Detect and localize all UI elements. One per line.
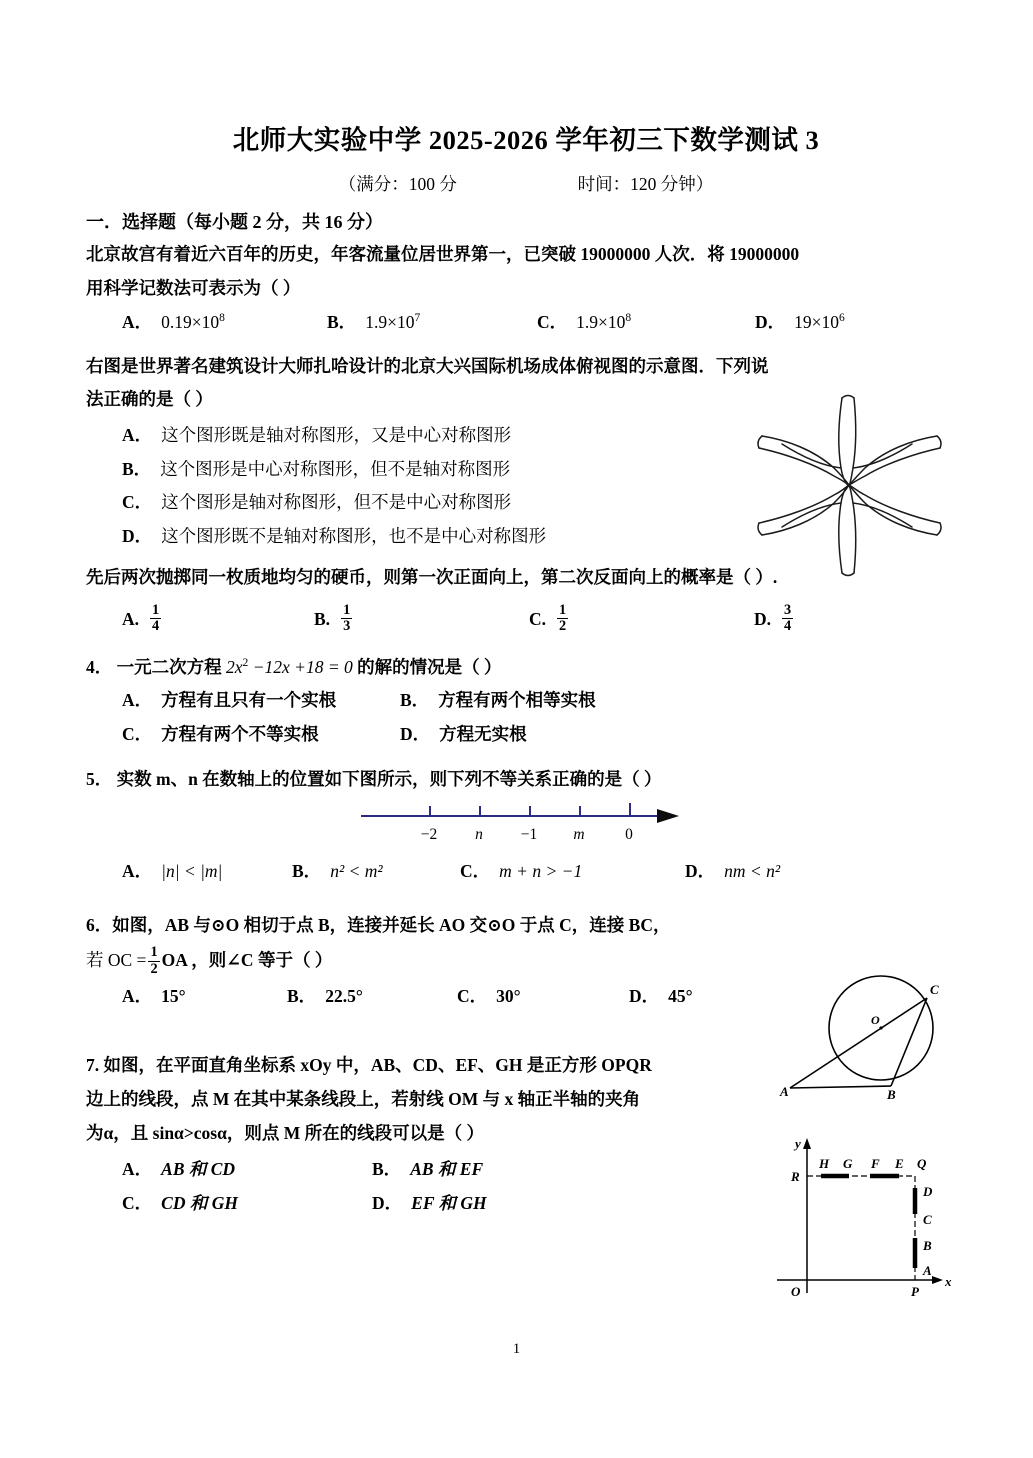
label-H: H bbox=[819, 1156, 830, 1171]
option-label: B． bbox=[372, 1159, 402, 1180]
option-label: C． bbox=[122, 723, 153, 744]
option-label: C． bbox=[457, 985, 488, 1006]
option-text: 这个图形既是轴对称图形，又是中心对称图形 bbox=[161, 424, 512, 445]
option-1-D[interactable] bbox=[755, 306, 845, 340]
figure-square-opqr bbox=[775, 1128, 970, 1323]
segment-BC bbox=[891, 998, 927, 1086]
question-7-stem-line3: 为α，且 sinα>cosα，则点 M 所在的线段可以是（ ） bbox=[86, 1122, 485, 1143]
tick-mark bbox=[479, 806, 481, 816]
label-C: C bbox=[930, 982, 939, 997]
question-1-options bbox=[86, 306, 966, 340]
option-text: nm < n² bbox=[724, 860, 781, 881]
option-label: C． bbox=[122, 492, 153, 513]
time-label: 时间：120 分钟） bbox=[577, 174, 714, 194]
question-1 bbox=[86, 238, 966, 340]
option-label: B． bbox=[292, 860, 322, 881]
fraction: $\frac{1}{2}$ bbox=[150, 944, 158, 977]
question-4-options-row2 bbox=[86, 718, 966, 752]
option-label: A． bbox=[122, 1159, 153, 1180]
fraction: $\frac{1}{4}$ bbox=[152, 602, 160, 635]
tick-mark bbox=[529, 806, 531, 816]
option-label: A． bbox=[122, 690, 153, 711]
label-A: A bbox=[923, 1263, 932, 1278]
circle-tangent-icon bbox=[778, 970, 958, 1100]
question-7-options-row2 bbox=[86, 1187, 751, 1221]
question-5-stem bbox=[86, 763, 966, 797]
question-6 bbox=[86, 909, 766, 1014]
point-O bbox=[879, 1026, 882, 1029]
question-5-options bbox=[86, 855, 966, 889]
label-P: P bbox=[911, 1284, 919, 1299]
option-value: $1.9\times 10^8$ bbox=[576, 312, 632, 333]
question-6-options bbox=[86, 980, 766, 1014]
option-5-C[interactable] bbox=[460, 855, 685, 889]
label-Q: Q bbox=[917, 1156, 927, 1171]
option-text: 30° bbox=[496, 985, 521, 1006]
question-2-stem-line2: 法正确的是（ ） bbox=[86, 389, 213, 410]
option-4-B[interactable] bbox=[400, 684, 596, 718]
option-text: n² < m² bbox=[330, 860, 383, 881]
section-heading: 一．选择题（每小题 2 分，共 16 分） bbox=[86, 212, 383, 232]
page-title: 北师大实验中学 2025-2026 学年初三下数学测试 3 bbox=[232, 125, 820, 155]
option-text: CD 和 GH bbox=[161, 1192, 238, 1213]
number-line-arrow-icon bbox=[657, 809, 679, 823]
option-7-A[interactable] bbox=[122, 1153, 372, 1187]
option-6-A[interactable] bbox=[122, 980, 287, 1014]
figure-circle-tangent bbox=[778, 970, 958, 1100]
label-O: O bbox=[871, 1013, 880, 1027]
question-6-stem-line2 bbox=[86, 942, 766, 980]
equation: $2x^2 -12x +18 = 0$ bbox=[226, 656, 353, 677]
option-text: AB 和 EF bbox=[410, 1159, 484, 1180]
option-label: D． bbox=[400, 723, 431, 744]
question-number: 5． bbox=[86, 769, 113, 790]
option-text: 45° bbox=[668, 985, 693, 1006]
question-4-options-row1 bbox=[86, 684, 966, 718]
stem-prefix: 一元二次方程 bbox=[116, 656, 222, 677]
tick-mark bbox=[629, 803, 631, 816]
option-label: B． bbox=[400, 690, 430, 711]
option-value: $19\times 10^6$ bbox=[794, 312, 845, 333]
question-number: 6． bbox=[86, 914, 113, 935]
tick-mark bbox=[429, 806, 431, 816]
tick-label-3: m bbox=[573, 825, 585, 843]
option-text: 方程有且只有一个实根 bbox=[161, 690, 337, 711]
question-1-stem-line2: 用科学记数法可表示为（ ） bbox=[86, 277, 301, 298]
question-3-options bbox=[86, 603, 966, 637]
option-label: B． bbox=[327, 312, 357, 333]
option-6-C[interactable] bbox=[457, 980, 629, 1014]
option-text: 这个图形是轴对称图形，但不是中心对称图形 bbox=[161, 492, 512, 513]
y-axis-arrow-icon bbox=[803, 1138, 811, 1149]
tick-mark bbox=[579, 806, 581, 816]
option-label: D. bbox=[754, 608, 772, 629]
question-6-stem-line1 bbox=[86, 909, 766, 943]
option-label: C． bbox=[122, 1192, 153, 1213]
coordinate-square-icon bbox=[775, 1128, 970, 1323]
option-3-C[interactable] bbox=[529, 603, 754, 637]
stem-suffix: OA ，则∠C 等于（ ） bbox=[161, 950, 333, 971]
option-label: D． bbox=[755, 312, 786, 333]
option-label: D． bbox=[685, 860, 716, 881]
option-label: A. bbox=[122, 608, 140, 629]
stem-text: 如图，在平面直角坐标系 xOy 中，AB、CD、EF、GH 是正方形 OPQR bbox=[103, 1055, 652, 1076]
option-text: 方程无实根 bbox=[439, 723, 527, 744]
option-7-D[interactable] bbox=[372, 1187, 487, 1221]
stem-text: 实数 m、n 在数轴上的位置如下图所示，则下列不等关系正确的是（ ） bbox=[116, 769, 662, 790]
option-label: C． bbox=[460, 860, 491, 881]
option-label: A． bbox=[122, 312, 153, 333]
option-6-B[interactable] bbox=[287, 980, 457, 1014]
label-D: D bbox=[923, 1184, 933, 1199]
segment-AB bbox=[790, 1086, 891, 1088]
x-axis-arrow-icon bbox=[932, 1276, 943, 1284]
option-1-B[interactable] bbox=[327, 306, 537, 340]
stem-text: 如图，AB 与⊙O 相切于点 B，连接并延长 AO 交⊙O 于点 C，连接 BC， bbox=[112, 914, 671, 935]
option-label: B. bbox=[314, 608, 331, 629]
label-O: O bbox=[791, 1284, 801, 1299]
option-1-A[interactable] bbox=[122, 306, 327, 340]
option-label: D． bbox=[372, 1192, 403, 1213]
option-5-D[interactable] bbox=[685, 855, 780, 889]
option-label: A． bbox=[122, 985, 153, 1006]
option-label: D． bbox=[629, 985, 660, 1006]
question-3-stem-line1: 先后两次抛掷同一枚质地均匀的硬币，则第一次正面向上，第二次反面向上的概率是（ ）. bbox=[86, 567, 778, 588]
option-value: $0.19\times 10^8$ bbox=[161, 312, 225, 333]
tick-label-0: −2 bbox=[420, 825, 438, 843]
option-5-A[interactable] bbox=[122, 855, 292, 889]
score-time-line bbox=[86, 171, 966, 196]
full-score-label: （满分：100 分 bbox=[338, 174, 457, 194]
option-4-A[interactable] bbox=[122, 684, 400, 718]
option-text: 方程有两个相等实根 bbox=[438, 690, 596, 711]
option-value: $1.9\times 10^7$ bbox=[365, 312, 421, 333]
option-1-C[interactable] bbox=[537, 306, 755, 340]
tick-label-4: 0 bbox=[625, 825, 633, 843]
option-3-D[interactable] bbox=[754, 603, 795, 637]
label-G: G bbox=[843, 1156, 853, 1171]
option-text: m + n > −1 bbox=[499, 860, 583, 881]
option-text: 方程有两个不等实根 bbox=[161, 723, 319, 744]
fraction: $\frac{1}{3}$ bbox=[343, 602, 351, 635]
fraction: $\frac{3}{4}$ bbox=[784, 602, 792, 635]
option-label: B． bbox=[122, 458, 152, 479]
option-label: C. bbox=[529, 608, 547, 629]
option-7-C[interactable] bbox=[122, 1187, 372, 1221]
fraction: $\frac{1}{2}$ bbox=[559, 602, 567, 635]
figure-daxing-airport bbox=[742, 388, 957, 583]
airport-plan-icon bbox=[742, 388, 957, 583]
label-E: E bbox=[895, 1156, 904, 1171]
label-B: B bbox=[887, 1087, 896, 1100]
label-F: F bbox=[871, 1156, 880, 1171]
question-7-stem-line1 bbox=[86, 1049, 751, 1083]
option-3-A[interactable] bbox=[122, 603, 314, 637]
option-label: A． bbox=[122, 424, 153, 445]
option-text: 15° bbox=[161, 985, 186, 1006]
option-label: C． bbox=[537, 312, 568, 333]
tick-label-1: n bbox=[475, 825, 483, 843]
label-B: B bbox=[923, 1238, 932, 1253]
option-text: 这个图形既不是轴对称图形，也不是中心对称图形 bbox=[161, 525, 547, 546]
question-1-stem-line1: 北京故宫有着近六百年的历史，年客流量位居世界第一，已突破 19000000 人次．将 19000000 bbox=[86, 244, 800, 264]
question-7-stem-line2: 边上的线段，点 M 在其中某条线段上，若射线 OM 与 x 轴正半轴的夹角 bbox=[86, 1088, 641, 1109]
option-label: A． bbox=[122, 860, 153, 881]
question-number: 7. bbox=[86, 1055, 100, 1076]
number-line-axis bbox=[361, 815, 659, 817]
option-4-D[interactable] bbox=[400, 718, 527, 752]
tick-label-2: −1 bbox=[520, 825, 538, 843]
option-text: EF 和 GH bbox=[411, 1192, 487, 1213]
question-4-stem bbox=[86, 651, 966, 685]
option-4-C[interactable] bbox=[122, 718, 400, 752]
option-label: B． bbox=[287, 985, 317, 1006]
option-6-D[interactable] bbox=[629, 980, 693, 1014]
question-7-options-row1 bbox=[86, 1153, 751, 1187]
option-3-B[interactable] bbox=[314, 603, 529, 637]
stem-prefix: 若 OC = bbox=[86, 950, 147, 971]
option-text: |n| < |m| bbox=[161, 860, 223, 881]
label-A: A bbox=[780, 1084, 789, 1099]
question-2-stem-line1: 右图是世界著名建筑设计大师扎哈设计的北京大兴国际机场成体俯视图的示意图．下列说 bbox=[86, 355, 769, 376]
question-5 bbox=[86, 763, 966, 888]
number-line-figure bbox=[361, 803, 691, 849]
label-R: R bbox=[791, 1169, 800, 1184]
page-number: 1 bbox=[512, 1341, 521, 1357]
option-text: 22.5° bbox=[325, 985, 363, 1006]
option-label: D． bbox=[122, 525, 153, 546]
option-7-B[interactable] bbox=[372, 1153, 483, 1187]
question-4 bbox=[86, 651, 966, 752]
option-text: AB 和 CD bbox=[161, 1159, 236, 1180]
question-7 bbox=[86, 1049, 751, 1220]
option-text: 这个图形是中心对称图形，但不是轴对称图形 bbox=[160, 458, 511, 479]
label-x: x bbox=[945, 1274, 952, 1289]
label-C: C bbox=[923, 1212, 932, 1227]
stem-suffix: 的解的情况是（ ） bbox=[357, 656, 502, 677]
question-number: 4． bbox=[86, 656, 113, 677]
label-y: y bbox=[795, 1136, 801, 1151]
option-5-B[interactable] bbox=[292, 855, 460, 889]
